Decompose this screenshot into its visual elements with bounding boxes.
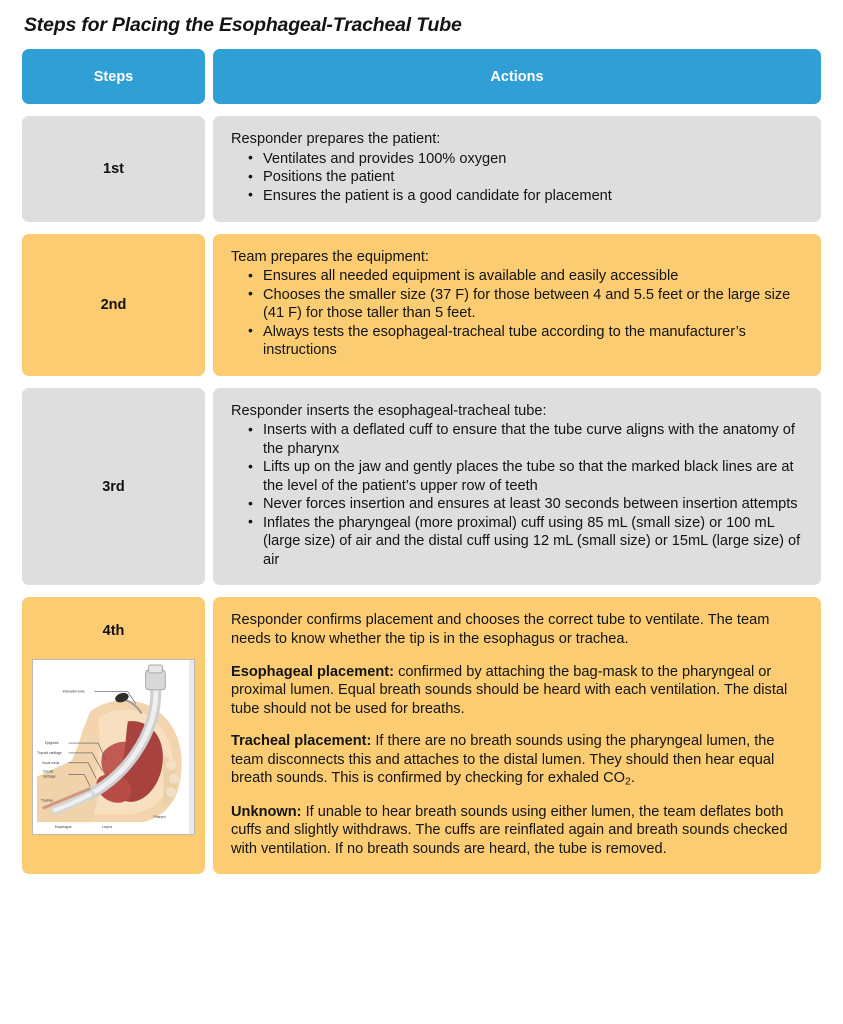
actions-bullet-list [231, 421, 803, 569]
svg-text:Trachea: Trachea [40, 798, 54, 803]
table-row [22, 388, 821, 586]
paragraph-text: confirmed by attaching the bag-mask to the pharyngeal or proximal lumen. Equal breath sounds should be heard with each ventilation. The distal tube should not be used for breaths. [231, 663, 788, 717]
svg-text:Intubation tube: Intubation tube [62, 690, 85, 695]
actions-bullet-list [231, 267, 803, 360]
step-cell [22, 116, 205, 221]
steps-table [22, 49, 821, 874]
svg-text:Pharynx: Pharynx [153, 815, 166, 820]
paragraph-text: Responder confirms placement and chooses the correct tube to ventilate. The team needs to know whether the tip is in the esophagus or trachea. [231, 612, 770, 648]
page-title: Steps for Placing the Esophageal-Tracheal Tube [24, 14, 462, 36]
list-item: • Chooses the smaller size (37 F) for those between 4 and 5.5 feet or the large size (41 F) for those taller than 5 feet. [261, 286, 803, 323]
list-item: • Ensures all needed equipment is available and easily accessible [261, 267, 803, 286]
svg-text:cartilage: cartilage [42, 775, 56, 780]
table-header-row [22, 49, 821, 104]
paragraph-unknown-placement [231, 803, 803, 859]
list-item: • Never forces insertion and ensures at least 30 seconds between insertion attempts [261, 495, 803, 514]
actions-bullet-list [231, 150, 803, 206]
list-item: • Ensures the patient is a good candidate for placement [261, 187, 803, 206]
paragraph-text: If unable to hear breath sounds using either lumen, the team deflates both cuffs and slightly withdraws. The cuffs are reinflated again and breath sounds checked with ventilation. If no breath sounds are heard, the tube is removed. [231, 803, 788, 857]
actions-cell [213, 116, 821, 221]
co2-subscript: 2 [624, 775, 631, 788]
step-number: 3rd [102, 478, 125, 495]
list-item: • Always tests the esophageal-tracheal tube according to the manufacturer’s instructions [261, 323, 803, 360]
list-item: • Ventilates and provides 100% oxygen [261, 150, 803, 169]
list-item: • Positions the patient [261, 168, 803, 187]
actions-lead-text: Responder prepares the patient: [231, 131, 441, 148]
paragraph-bold-lead: Esophageal placement: [231, 663, 395, 680]
step-number: 4th [102, 623, 125, 640]
list-item: • Inflates the pharyngeal (more proximal) cuff using 85 mL (small size) or 100 mL (large size) of air and the distal cuff using 12 mL (small size) or 15mL (large size) of air [261, 514, 803, 570]
svg-text:Epiglottis: Epiglottis [44, 741, 59, 746]
column-header-steps: Steps [22, 49, 205, 104]
esophageal-tracheal-tube-anatomy-illustration [32, 659, 195, 835]
paragraph-esophageal-placement [231, 663, 803, 719]
actions-cell [213, 597, 821, 874]
svg-text:Vocal cords: Vocal cords [41, 761, 60, 766]
paragraph-tracheal-placement [231, 732, 803, 789]
table-row [22, 116, 821, 221]
actions-lead-text: Responder inserts the esophageal-tracheal tube: [231, 402, 547, 419]
list-item: • Inserts with a deflated cuff to ensure that the tube curve aligns with the anatomy of the pharynx [261, 421, 803, 458]
step-cell [22, 597, 205, 874]
paragraph-bold-lead: Unknown: [231, 803, 302, 820]
paragraph-intro [231, 611, 803, 648]
step-cell [22, 234, 205, 376]
paragraph-text-after: . [630, 770, 635, 787]
column-header-actions: Actions [213, 49, 821, 104]
svg-text:Esophagus: Esophagus [54, 825, 72, 830]
actions-cell [213, 388, 821, 586]
table-row [22, 234, 821, 376]
list-item: • Lifts up on the jaw and gently places the tube so that the marked black lines are at the level of the patient’s upper row of teeth [261, 458, 803, 495]
svg-text:Cricoid: Cricoid [42, 770, 54, 775]
step-number: 1st [103, 160, 124, 177]
step-number: 2nd [100, 296, 127, 313]
paragraph-bold-lead: Tracheal placement: [231, 733, 372, 750]
paragraph-text: If there are no breath sounds using the pharyngeal lumen, the team disconnects this and attaches to the distal lumen. They should then hear equal breath sounds. This is confirmed by checking for exhaled CO [231, 733, 775, 787]
table-row [22, 597, 821, 874]
svg-text:Thyroid cartilage: Thyroid cartilage [36, 751, 62, 756]
step-cell [22, 388, 205, 586]
actions-cell [213, 234, 821, 376]
svg-text:Larynx: Larynx [102, 825, 113, 830]
actions-lead-text: Team prepares the equipment: [231, 248, 429, 265]
